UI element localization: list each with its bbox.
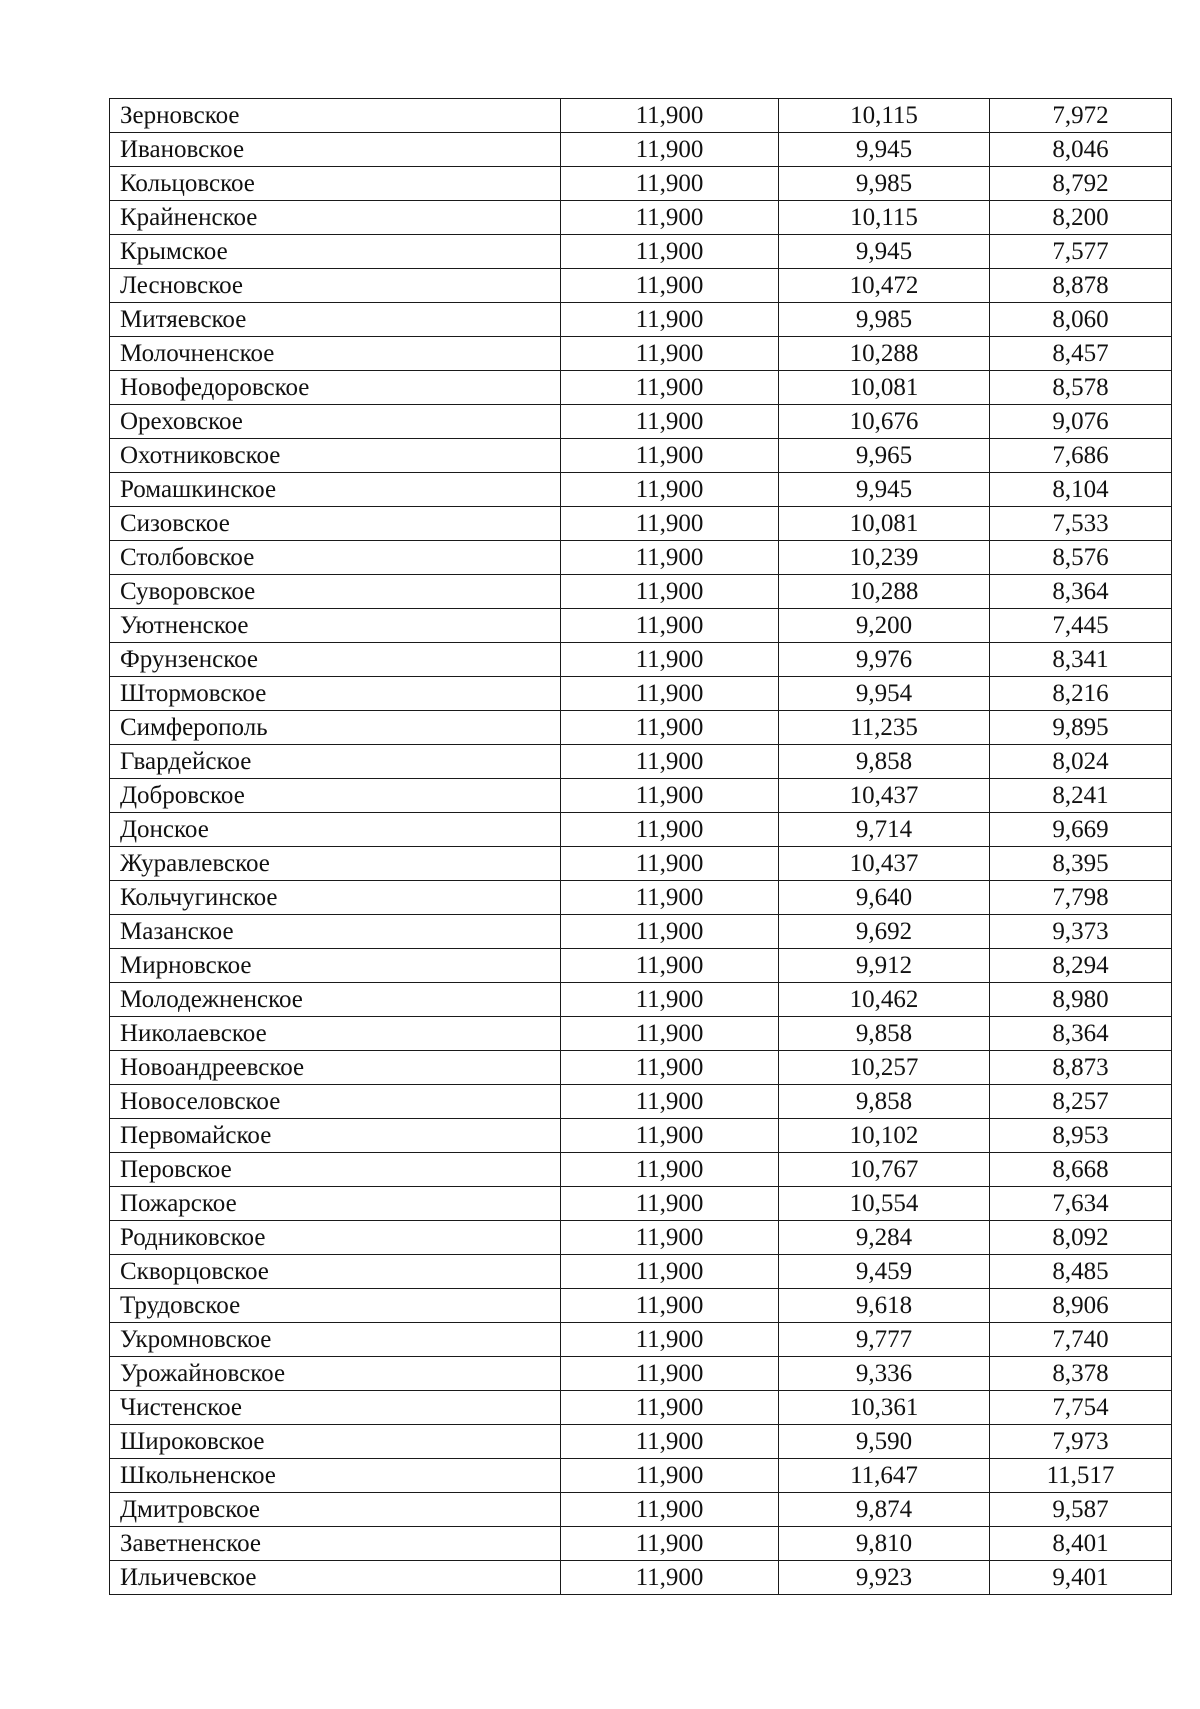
value-cell-3: 7,754 xyxy=(990,1391,1172,1425)
value-cell-3: 8,024 xyxy=(990,745,1172,779)
value-cell-2: 9,714 xyxy=(779,813,990,847)
table-row xyxy=(110,439,1172,473)
table-row xyxy=(110,949,1172,983)
value-cell-2: 10,437 xyxy=(779,779,990,813)
value-cell-2: 9,692 xyxy=(779,915,990,949)
value-cell-3: 8,364 xyxy=(990,575,1172,609)
table-row xyxy=(110,1357,1172,1391)
value-cell-1: 11,900 xyxy=(561,609,779,643)
value-cell-3: 9,587 xyxy=(990,1493,1172,1527)
table-row xyxy=(110,473,1172,507)
data-table xyxy=(109,98,1172,1595)
value-cell-3: 8,341 xyxy=(990,643,1172,677)
value-cell-1: 11,900 xyxy=(561,473,779,507)
table-row xyxy=(110,133,1172,167)
value-cell-3: 8,401 xyxy=(990,1527,1172,1561)
settlement-name-cell: Ивановское xyxy=(110,133,561,167)
settlement-name-cell: Кольчугинское xyxy=(110,881,561,915)
value-cell-2: 9,200 xyxy=(779,609,990,643)
settlement-name-cell: Зерновское xyxy=(110,99,561,133)
value-cell-1: 11,900 xyxy=(561,1289,779,1323)
settlement-name-cell: Николаевское xyxy=(110,1017,561,1051)
settlement-name-cell: Крымское xyxy=(110,235,561,269)
value-cell-3: 11,517 xyxy=(990,1459,1172,1493)
value-cell-1: 11,900 xyxy=(561,813,779,847)
value-cell-3: 8,980 xyxy=(990,983,1172,1017)
value-cell-1: 11,900 xyxy=(561,337,779,371)
settlement-name-cell: Фрунзенское xyxy=(110,643,561,677)
value-cell-1: 11,900 xyxy=(561,915,779,949)
settlement-name-cell: Новоандреевское xyxy=(110,1051,561,1085)
value-cell-2: 10,676 xyxy=(779,405,990,439)
value-cell-2: 9,945 xyxy=(779,473,990,507)
settlement-name-cell: Уютненское xyxy=(110,609,561,643)
settlement-name-cell: Охотниковское xyxy=(110,439,561,473)
table-row xyxy=(110,1289,1172,1323)
settlement-name-cell: Журавлевское xyxy=(110,847,561,881)
settlement-name-cell: Молочненское xyxy=(110,337,561,371)
table-row xyxy=(110,1085,1172,1119)
value-cell-1: 11,900 xyxy=(561,643,779,677)
value-cell-2: 10,437 xyxy=(779,847,990,881)
value-cell-2: 10,115 xyxy=(779,99,990,133)
value-cell-3: 8,257 xyxy=(990,1085,1172,1119)
table-row xyxy=(110,813,1172,847)
value-cell-1: 11,900 xyxy=(561,303,779,337)
value-cell-3: 7,577 xyxy=(990,235,1172,269)
value-cell-2: 9,640 xyxy=(779,881,990,915)
value-cell-1: 11,900 xyxy=(561,1051,779,1085)
value-cell-3: 8,104 xyxy=(990,473,1172,507)
value-cell-3: 8,060 xyxy=(990,303,1172,337)
settlement-name-cell: Мазанское xyxy=(110,915,561,949)
table-row xyxy=(110,847,1172,881)
settlement-name-cell: Чистенское xyxy=(110,1391,561,1425)
value-cell-1: 11,900 xyxy=(561,1459,779,1493)
value-cell-2: 9,912 xyxy=(779,949,990,983)
value-cell-1: 11,900 xyxy=(561,235,779,269)
table-row xyxy=(110,1187,1172,1221)
settlement-name-cell: Первомайское xyxy=(110,1119,561,1153)
value-cell-2: 11,647 xyxy=(779,1459,990,1493)
value-cell-1: 11,900 xyxy=(561,575,779,609)
value-cell-3: 7,445 xyxy=(990,609,1172,643)
settlement-name-cell: Донское xyxy=(110,813,561,847)
value-cell-3: 7,973 xyxy=(990,1425,1172,1459)
value-cell-1: 11,900 xyxy=(561,541,779,575)
value-cell-1: 11,900 xyxy=(561,1119,779,1153)
settlement-name-cell: Добровское xyxy=(110,779,561,813)
value-cell-3: 7,798 xyxy=(990,881,1172,915)
table-row xyxy=(110,337,1172,371)
value-cell-3: 7,972 xyxy=(990,99,1172,133)
value-cell-2: 9,858 xyxy=(779,1085,990,1119)
value-cell-3: 8,953 xyxy=(990,1119,1172,1153)
value-cell-1: 11,900 xyxy=(561,745,779,779)
settlement-name-cell: Крайненское xyxy=(110,201,561,235)
settlement-name-cell: Трудовское xyxy=(110,1289,561,1323)
value-cell-2: 10,239 xyxy=(779,541,990,575)
value-cell-3: 9,669 xyxy=(990,813,1172,847)
table-row xyxy=(110,575,1172,609)
value-cell-3: 8,092 xyxy=(990,1221,1172,1255)
value-cell-2: 9,618 xyxy=(779,1289,990,1323)
value-cell-3: 8,200 xyxy=(990,201,1172,235)
table-row xyxy=(110,1255,1172,1289)
value-cell-2: 10,288 xyxy=(779,337,990,371)
table-row xyxy=(110,201,1172,235)
value-cell-2: 9,590 xyxy=(779,1425,990,1459)
table-row xyxy=(110,1459,1172,1493)
settlement-name-cell: Суворовское xyxy=(110,575,561,609)
value-cell-2: 9,459 xyxy=(779,1255,990,1289)
value-cell-3: 8,668 xyxy=(990,1153,1172,1187)
value-cell-1: 11,900 xyxy=(561,983,779,1017)
value-cell-2: 11,235 xyxy=(779,711,990,745)
table-body xyxy=(110,99,1172,1595)
settlement-name-cell: Заветненское xyxy=(110,1527,561,1561)
value-cell-1: 11,900 xyxy=(561,99,779,133)
table-row xyxy=(110,643,1172,677)
value-cell-1: 11,900 xyxy=(561,1493,779,1527)
value-cell-2: 10,102 xyxy=(779,1119,990,1153)
table-row xyxy=(110,235,1172,269)
value-cell-2: 10,115 xyxy=(779,201,990,235)
value-cell-2: 10,288 xyxy=(779,575,990,609)
settlement-name-cell: Школьненское xyxy=(110,1459,561,1493)
value-cell-2: 9,945 xyxy=(779,235,990,269)
value-cell-3: 8,395 xyxy=(990,847,1172,881)
table-row xyxy=(110,1527,1172,1561)
table-row xyxy=(110,1017,1172,1051)
settlement-name-cell: Широковское xyxy=(110,1425,561,1459)
value-cell-1: 11,900 xyxy=(561,677,779,711)
value-cell-2: 9,858 xyxy=(779,1017,990,1051)
value-cell-1: 11,900 xyxy=(561,507,779,541)
value-cell-1: 11,900 xyxy=(561,1391,779,1425)
value-cell-1: 11,900 xyxy=(561,1255,779,1289)
settlement-name-cell: Симферополь xyxy=(110,711,561,745)
value-cell-3: 8,378 xyxy=(990,1357,1172,1391)
table-row xyxy=(110,541,1172,575)
value-cell-3: 9,076 xyxy=(990,405,1172,439)
value-cell-3: 8,216 xyxy=(990,677,1172,711)
value-cell-1: 11,900 xyxy=(561,201,779,235)
table-row xyxy=(110,405,1172,439)
value-cell-1: 11,900 xyxy=(561,439,779,473)
value-cell-1: 11,900 xyxy=(561,167,779,201)
settlement-name-cell: Мирновское xyxy=(110,949,561,983)
value-cell-2: 9,336 xyxy=(779,1357,990,1391)
table-row xyxy=(110,983,1172,1017)
table-row xyxy=(110,779,1172,813)
settlement-name-cell: Молодежненское xyxy=(110,983,561,1017)
value-cell-3: 8,578 xyxy=(990,371,1172,405)
table-row xyxy=(110,507,1172,541)
table-row xyxy=(110,303,1172,337)
value-cell-1: 11,900 xyxy=(561,847,779,881)
value-cell-3: 7,634 xyxy=(990,1187,1172,1221)
table-row xyxy=(110,677,1172,711)
table-row xyxy=(110,167,1172,201)
settlement-name-cell: Новофедоровское xyxy=(110,371,561,405)
value-cell-2: 9,945 xyxy=(779,133,990,167)
value-cell-1: 11,900 xyxy=(561,881,779,915)
value-cell-3: 8,241 xyxy=(990,779,1172,813)
table-row xyxy=(110,1425,1172,1459)
settlement-name-cell: Гвардейское xyxy=(110,745,561,779)
value-cell-3: 7,686 xyxy=(990,439,1172,473)
value-cell-2: 10,472 xyxy=(779,269,990,303)
value-cell-1: 11,900 xyxy=(561,949,779,983)
value-cell-3: 8,878 xyxy=(990,269,1172,303)
settlement-name-cell: Перовское xyxy=(110,1153,561,1187)
table-row xyxy=(110,1051,1172,1085)
settlement-name-cell: Ореховское xyxy=(110,405,561,439)
table-row xyxy=(110,1153,1172,1187)
value-cell-3: 8,364 xyxy=(990,1017,1172,1051)
table-row xyxy=(110,1119,1172,1153)
value-cell-3: 8,576 xyxy=(990,541,1172,575)
value-cell-1: 11,900 xyxy=(561,133,779,167)
table-row xyxy=(110,1561,1172,1595)
value-cell-1: 11,900 xyxy=(561,711,779,745)
value-cell-1: 11,900 xyxy=(561,1323,779,1357)
table-row xyxy=(110,1391,1172,1425)
value-cell-2: 9,954 xyxy=(779,677,990,711)
value-cell-1: 11,900 xyxy=(561,1085,779,1119)
value-cell-1: 11,900 xyxy=(561,1561,779,1595)
value-cell-3: 8,906 xyxy=(990,1289,1172,1323)
settlement-name-cell: Дмитровское xyxy=(110,1493,561,1527)
value-cell-3: 8,294 xyxy=(990,949,1172,983)
value-cell-1: 11,900 xyxy=(561,405,779,439)
settlement-name-cell: Ильичевское xyxy=(110,1561,561,1595)
value-cell-3: 9,895 xyxy=(990,711,1172,745)
value-cell-1: 11,900 xyxy=(561,1221,779,1255)
value-cell-1: 11,900 xyxy=(561,779,779,813)
table-row xyxy=(110,371,1172,405)
value-cell-1: 11,900 xyxy=(561,1527,779,1561)
value-cell-3: 8,485 xyxy=(990,1255,1172,1289)
settlement-name-cell: Новоселовское xyxy=(110,1085,561,1119)
settlement-name-cell: Родниковское xyxy=(110,1221,561,1255)
settlement-name-cell: Кольцовское xyxy=(110,167,561,201)
settlement-name-cell: Сизовское xyxy=(110,507,561,541)
value-cell-2: 9,810 xyxy=(779,1527,990,1561)
settlement-name-cell: Укромновское xyxy=(110,1323,561,1357)
value-cell-1: 11,900 xyxy=(561,1017,779,1051)
value-cell-2: 9,985 xyxy=(779,303,990,337)
settlement-name-cell: Пожарское xyxy=(110,1187,561,1221)
value-cell-2: 9,965 xyxy=(779,439,990,473)
value-cell-1: 11,900 xyxy=(561,269,779,303)
value-cell-3: 7,740 xyxy=(990,1323,1172,1357)
table-row xyxy=(110,99,1172,133)
value-cell-3: 8,046 xyxy=(990,133,1172,167)
table-row xyxy=(110,1323,1172,1357)
value-cell-3: 8,792 xyxy=(990,167,1172,201)
value-cell-2: 9,777 xyxy=(779,1323,990,1357)
value-cell-1: 11,900 xyxy=(561,1187,779,1221)
value-cell-2: 9,923 xyxy=(779,1561,990,1595)
table-row xyxy=(110,1493,1172,1527)
table-row xyxy=(110,609,1172,643)
table-row xyxy=(110,1221,1172,1255)
value-cell-2: 9,874 xyxy=(779,1493,990,1527)
table-row xyxy=(110,915,1172,949)
value-cell-2: 10,554 xyxy=(779,1187,990,1221)
settlement-name-cell: Скворцовское xyxy=(110,1255,561,1289)
value-cell-3: 8,873 xyxy=(990,1051,1172,1085)
settlement-name-cell: Митяевское xyxy=(110,303,561,337)
value-cell-2: 10,462 xyxy=(779,983,990,1017)
value-cell-3: 8,457 xyxy=(990,337,1172,371)
table-row xyxy=(110,745,1172,779)
table-row xyxy=(110,881,1172,915)
value-cell-3: 9,373 xyxy=(990,915,1172,949)
settlement-name-cell: Лесновское xyxy=(110,269,561,303)
value-cell-2: 9,976 xyxy=(779,643,990,677)
settlement-name-cell: Ромашкинское xyxy=(110,473,561,507)
value-cell-1: 11,900 xyxy=(561,371,779,405)
value-cell-3: 7,533 xyxy=(990,507,1172,541)
value-cell-1: 11,900 xyxy=(561,1425,779,1459)
value-cell-2: 10,257 xyxy=(779,1051,990,1085)
settlement-name-cell: Урожайновское xyxy=(110,1357,561,1391)
value-cell-2: 9,284 xyxy=(779,1221,990,1255)
settlement-name-cell: Столбовское xyxy=(110,541,561,575)
value-cell-2: 10,361 xyxy=(779,1391,990,1425)
settlement-name-cell: Штормовское xyxy=(110,677,561,711)
value-cell-3: 9,401 xyxy=(990,1561,1172,1595)
value-cell-1: 11,900 xyxy=(561,1357,779,1391)
value-cell-2: 9,985 xyxy=(779,167,990,201)
table-row xyxy=(110,711,1172,745)
value-cell-2: 10,767 xyxy=(779,1153,990,1187)
value-cell-2: 10,081 xyxy=(779,371,990,405)
value-cell-2: 9,858 xyxy=(779,745,990,779)
value-cell-2: 10,081 xyxy=(779,507,990,541)
table-row xyxy=(110,269,1172,303)
value-cell-1: 11,900 xyxy=(561,1153,779,1187)
